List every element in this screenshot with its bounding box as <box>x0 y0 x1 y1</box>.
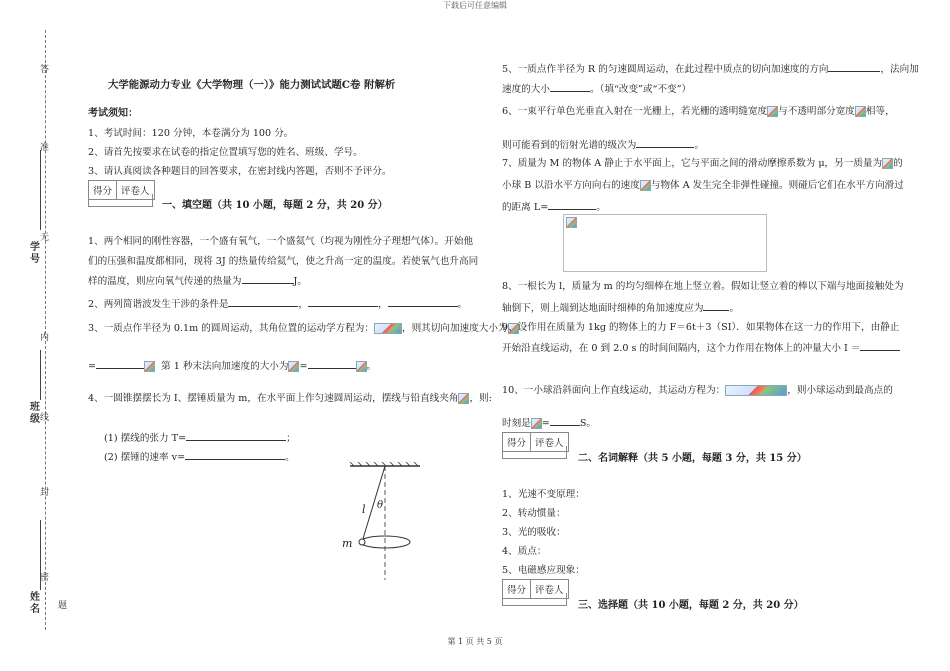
margin-char-nei: 内 <box>40 333 50 343</box>
q5-text-d: 。（填“改变”或“不变”） <box>589 84 692 95</box>
q7-mass-image-icon <box>882 158 893 169</box>
score-box-1-blank[interactable] <box>88 194 153 207</box>
q3-unit-image-icon <box>144 361 155 372</box>
q3-blank-2[interactable] <box>308 359 356 369</box>
q7-figure-image-icon <box>566 217 577 228</box>
q5-text: 5、一质点作半径为 R 的匀速圆周运动，在此过程中质点的切向加速度的方向 <box>502 64 829 75</box>
q10-text-b: ，则小球运动到最高点的 <box>787 385 893 396</box>
q6-width-b-image-icon <box>855 106 866 117</box>
q10-unit: S。 <box>579 418 596 429</box>
name-label: 姓名 <box>30 592 40 615</box>
q9-line2 <box>502 340 900 354</box>
q3-line1 <box>88 320 519 334</box>
q2-sep2: ， <box>378 299 388 310</box>
q3-eq2: = <box>299 361 308 372</box>
q3-symbol2-image-icon <box>288 361 299 372</box>
q10-line2 <box>502 415 596 429</box>
margin-char-da: 答 <box>40 65 50 75</box>
q3-text-c: 第 1 秒末法向加速度的大小为 <box>161 361 289 372</box>
q4-angle-image-icon <box>458 393 469 404</box>
grader-label-3: 评卷人 <box>535 585 564 596</box>
q7-end: 。 <box>596 202 606 213</box>
student-id-field[interactable] <box>40 150 41 230</box>
class-field[interactable] <box>40 350 41 400</box>
q3-text-b: ，则其切向加速度大小为 <box>402 323 508 334</box>
q6-width-a-image-icon <box>767 106 778 117</box>
q4-part1-end: ； <box>286 433 296 444</box>
q5-text-b: ，法向加 <box>880 64 919 75</box>
q7-figure-placeholder <box>563 214 767 272</box>
q6-line2 <box>502 137 704 151</box>
term-2: 2、转动惯量： <box>502 508 566 519</box>
q1-line2: 们的压强和温度都相同，现将 3J 的热量传给氦气，使之升高一定的温度。若使氧气也升高同 <box>88 256 479 267</box>
class-label: 班级 <box>30 402 40 425</box>
q1-text: 样的温度，则应向氧气传递的热量为 <box>88 276 242 287</box>
q3-eq: = <box>88 361 97 372</box>
q10-blank[interactable] <box>550 416 580 426</box>
margin-char-xian: 线 <box>40 413 50 423</box>
q10-eq: = <box>541 418 550 429</box>
q6-text-c: 相等， <box>865 106 895 117</box>
term-5: 5、电磁感应现象： <box>502 565 585 576</box>
q10-symbol-image-icon <box>531 418 542 429</box>
q3-line2 <box>88 358 376 372</box>
q4-text: 4、一圆锥摆摆长为 I、摆锤质量为 m，在水平面上作匀速圆周运动，摆线与铅直线夹角 <box>88 393 459 404</box>
q8-end: 。 <box>729 303 740 314</box>
instruction-2: 2、请首先按要求在试卷的指定位置填写您的姓名、班级、学号。 <box>88 147 363 158</box>
score-label-3: 得分 <box>503 580 531 598</box>
q4-part2-text: (2) 摆锤的速率 v= <box>104 452 186 463</box>
q1-line1: 1、两个相同的刚性容器，一个盛有氧气，一个盛氦气（均视为刚性分子理想气体）。开始他 <box>88 236 474 247</box>
q1-unit: J。 <box>293 276 307 287</box>
conical-pendulum-figure <box>340 462 430 584</box>
q10-text: 10、一小球沿斜面向上作直线运动，其运动方程为： <box>502 385 726 396</box>
q8-blank[interactable] <box>703 301 729 311</box>
exam-title: 大学能源动力专业《大学物理（一）》能力测试试题C卷 附解析 <box>108 79 396 91</box>
instructions-heading: 考试须知： <box>88 108 138 119</box>
q6-end: 。 <box>694 140 704 151</box>
q1-line3 <box>88 273 307 287</box>
q6-text-d: 则可能看到的衍射光谱的级次为 <box>502 140 637 151</box>
q3-end: 。 <box>366 361 377 372</box>
section-term-definitions: 二、名词解释（共 5 小题，每题 3 分，共 15 分） <box>578 453 807 464</box>
q9-line1: 9、设作用在质量为 1kg 的物体上的力 F＝6t＋3（SI）．如果物体在这一力的作用下，由静止 <box>502 322 900 333</box>
term-3: 3、光的吸收： <box>502 527 566 538</box>
q7-velocity-image-icon <box>640 180 651 191</box>
q10-equation-image-icon <box>725 385 787 396</box>
q2-blank-2[interactable] <box>308 297 378 307</box>
figure-label-m: m <box>342 537 353 550</box>
term-1: 1、光速不变原理： <box>502 489 585 500</box>
q7-line1 <box>502 155 903 169</box>
q6-text-b: 与不透明部分宽度 <box>778 106 855 117</box>
score-box-2-blank[interactable] <box>502 446 567 459</box>
q4-blank-tension[interactable] <box>186 431 286 441</box>
q1-blank[interactable] <box>242 274 294 284</box>
q2-end: 。 <box>457 299 468 310</box>
q2-text: 2、两列简谐波发生干涉的条件是 <box>88 299 229 310</box>
q4-part2 <box>104 449 295 463</box>
q3-unit2-image-icon <box>356 361 367 372</box>
q3-equation-image-icon <box>374 323 402 334</box>
q4-part1 <box>104 430 296 444</box>
q9-text: 开始沿直线运动，在 0 到 2.0 s 的时间间隔内，这个力作用在物体上的冲量大小 I ＝ <box>502 343 861 354</box>
instruction-3: 3、请认真阅读各种题目的回答要求，在密封线内答题，否则不予评分。 <box>88 166 392 177</box>
q6-line1 <box>502 103 895 117</box>
section-fill-blank: 一、填空题（共 10 小题，每题 2 分，共 20 分） <box>162 200 388 211</box>
q4-line1 <box>88 390 492 404</box>
q4-part1-text: (1) 摆线的张力 T= <box>104 433 187 444</box>
q2-sep1: ， <box>298 299 309 310</box>
instruction-1: 1、考试时间：120 分钟，本卷满分为 100 分。 <box>88 128 294 139</box>
q8-text: 轴倒下，则上端到达地面时细棒的角加速度应为 <box>502 303 704 314</box>
grader-label-2: 评卷人 <box>535 438 564 449</box>
header-note: 下载后可任意编辑 <box>443 1 507 10</box>
figure-label-l: l <box>362 503 366 516</box>
q3-text: 3、一质点作半径为 0.1m 的圆周运动，其角位置的运动学方程为： <box>88 323 374 334</box>
q7-line3 <box>502 199 606 213</box>
q9-blank[interactable] <box>860 341 900 351</box>
q8-line2 <box>502 300 739 314</box>
q5-blank-2[interactable] <box>550 82 590 92</box>
q8-line1: 8、一根长为 l，质量为 m 的均匀细棒在地上竖立着。假如让竖立着的棒以下端与地面接触处为 <box>502 281 904 292</box>
q5-text-c: 速度的大小 <box>502 84 550 95</box>
q6-blank[interactable] <box>636 138 694 148</box>
q5-blank-1[interactable] <box>828 62 880 72</box>
q7-blank[interactable] <box>548 200 596 210</box>
margin-char-zhun: 准 <box>40 143 50 153</box>
margin-char-mi: 密 <box>40 573 50 583</box>
margin-char-feng: 封 <box>40 488 50 498</box>
name-field[interactable] <box>40 520 41 590</box>
grader-label: 评卷人 <box>121 186 150 197</box>
q10-text-c: 时刻是 <box>502 418 531 429</box>
section-multiple-choice: 三、选择题（共 10 小题，每题 2 分，共 20 分） <box>578 600 804 611</box>
student-id-label: 学号 <box>30 242 40 265</box>
q2-line <box>88 296 467 310</box>
q7-line2 <box>502 177 904 191</box>
margin-char-ti: 题 <box>58 601 68 611</box>
q4-part2-end: 。 <box>285 452 295 463</box>
score-box-3-blank[interactable] <box>502 593 567 606</box>
q5-line1 <box>502 61 919 75</box>
q2-blank-3[interactable] <box>388 297 458 307</box>
q7-text-c: 小球 B 以沿水平方向向右的速度 <box>502 180 640 191</box>
q4-blank-speed[interactable] <box>185 450 285 460</box>
term-4: 4、质点： <box>502 546 547 557</box>
q6-text: 6、一束平行单色光垂直入射在一光栅上，若光栅的透明缝宽度 <box>502 106 768 117</box>
q7-text-e: 的距离 L= <box>502 202 549 213</box>
q7-text-d: 与物体 A 发生完全非弹性碰撞。则碰后它们在水平方向滑过 <box>650 180 904 191</box>
score-label-2: 得分 <box>503 433 531 451</box>
score-label: 得分 <box>89 181 117 199</box>
figure-label-theta: θ <box>377 500 384 511</box>
q7-text-b: 的 <box>893 158 903 169</box>
q2-blank-1[interactable] <box>228 297 298 307</box>
q10-line1 <box>502 382 893 396</box>
q3-blank-1[interactable] <box>96 359 144 369</box>
q7-text: 7、质量为 M 的物体 A 静止于水平面上，它与平面之间的滑动摩擦系数为 μ，另一质量为 <box>502 158 883 169</box>
q4-text-b: ，则: <box>469 393 492 404</box>
page-footer: 第 1 页 共 5 页 <box>447 637 503 646</box>
margin-char-wu: 无 <box>40 233 50 243</box>
q5-line2 <box>502 81 691 95</box>
